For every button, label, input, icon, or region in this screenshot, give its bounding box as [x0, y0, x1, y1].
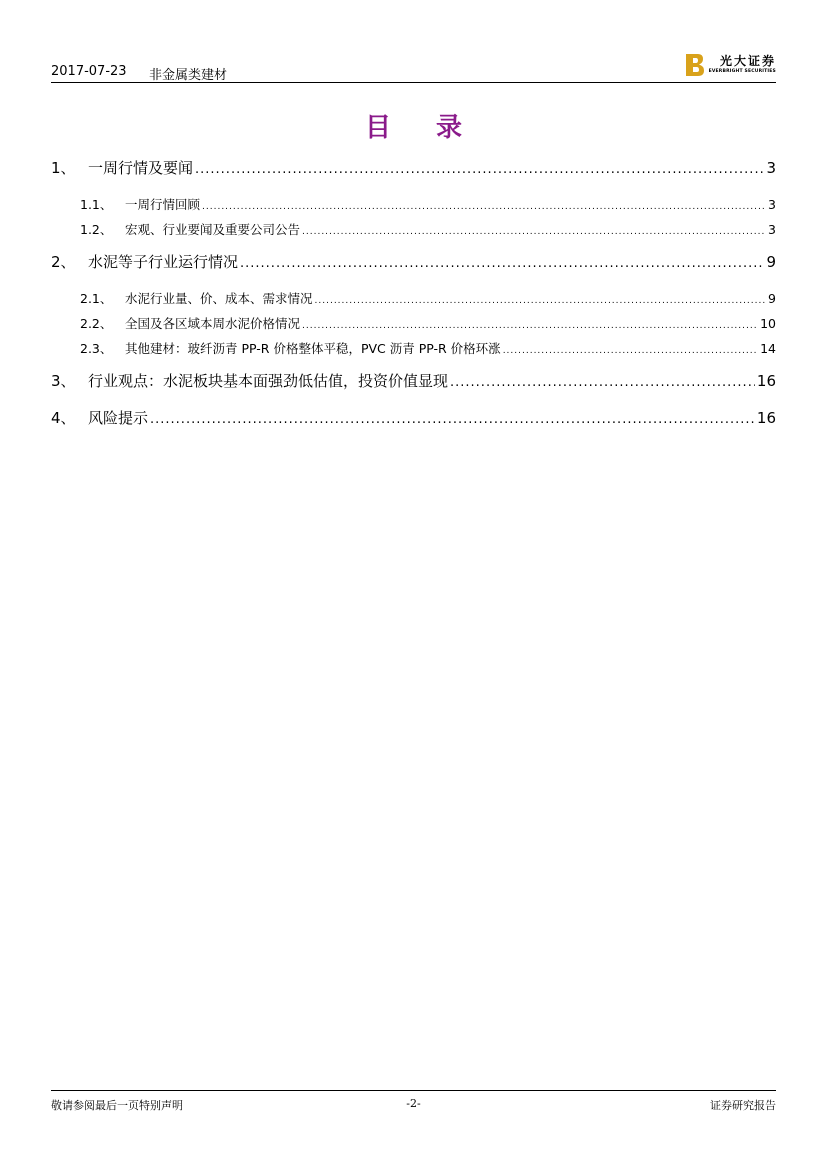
toc-entry-number: 2.3、	[80, 341, 113, 356]
toc-entry-page: 3	[768, 222, 776, 237]
toc-entry[interactable]	[51, 249, 776, 286]
toc-entry-number: 1.1、	[80, 197, 113, 212]
toc-entry-number: 3、	[51, 372, 76, 390]
toc-entry-number: 2.1、	[80, 291, 113, 306]
report-date: 2017-07-23	[51, 64, 127, 79]
toc-leader-dots	[302, 220, 766, 245]
table-of-contents	[51, 155, 776, 442]
toc-entry[interactable]	[51, 311, 776, 336]
page-header	[51, 52, 776, 83]
toc-entry-title: 水泥等子行业运行情况	[88, 253, 239, 271]
toc-entry[interactable]	[51, 286, 776, 311]
toc-leader-dots	[503, 339, 758, 364]
company-logo	[686, 53, 776, 77]
toc-leader-dots	[150, 407, 755, 433]
toc-leader-dots	[450, 370, 755, 396]
toc-entry[interactable]	[51, 405, 776, 442]
page-number: -2-	[406, 1097, 421, 1110]
toc-entry[interactable]	[51, 368, 776, 405]
logo-name-en: EVERBRIGHT SECURITIES	[708, 69, 776, 74]
toc-entry-title: 宏观、行业要闻及重要公司公告	[125, 222, 301, 237]
toc-entry-page: 16	[756, 372, 776, 390]
toc-entry-title: 其他建材：玻纤沥青 PP-R 价格整体平稳，PVC 沥青 PP-R 价格环涨	[125, 341, 501, 356]
toc-entry[interactable]	[51, 336, 776, 368]
toc-entry-number: 2、	[51, 253, 76, 271]
toc-entry-title: 一周行情回顾	[125, 197, 201, 212]
toc-entry-page: 14	[760, 341, 776, 356]
toc-entry-title: 风险提示	[88, 409, 149, 427]
toc-entry-title: 一周行情及要闻	[88, 159, 194, 177]
toc-leader-dots	[315, 289, 767, 314]
toc-title: 目 录	[364, 113, 481, 143]
toc-entry-title: 行业观点：水泥板块基本面强劲低估值，投资价值显现	[88, 372, 449, 390]
report-type: 证券研究报告	[710, 1099, 776, 1112]
toc-entry-title: 全国及各区域本周水泥价格情况	[125, 316, 301, 331]
everbright-logo-icon	[686, 54, 704, 76]
disclaimer-note: 敬请参阅最后一页特别声明	[51, 1099, 183, 1112]
report-category: 非金属类建材	[149, 68, 228, 83]
toc-entry-number: 1.2、	[80, 222, 113, 237]
toc-entry-number: 1、	[51, 159, 76, 177]
logo-name-cn: 光大证券	[719, 54, 776, 68]
page-footer	[51, 1090, 776, 1113]
toc-entry[interactable]	[51, 217, 776, 249]
toc-entry-page: 16	[756, 409, 776, 427]
toc-entry-number: 4、	[51, 409, 76, 427]
toc-entry[interactable]	[51, 155, 776, 192]
toc-entry-page: 10	[760, 316, 776, 331]
toc-leader-dots	[195, 157, 764, 183]
toc-entry-page: 3	[768, 197, 776, 212]
toc-leader-dots	[240, 251, 764, 277]
toc-entry-title: 水泥行业量、价、成本、需求情况	[125, 291, 313, 306]
toc-entry-page: 9	[768, 291, 776, 306]
toc-entry-page: 3	[766, 159, 776, 177]
toc-entry-page: 9	[766, 253, 776, 271]
toc-entry[interactable]	[51, 192, 776, 217]
toc-entry-number: 2.2、	[80, 316, 113, 331]
